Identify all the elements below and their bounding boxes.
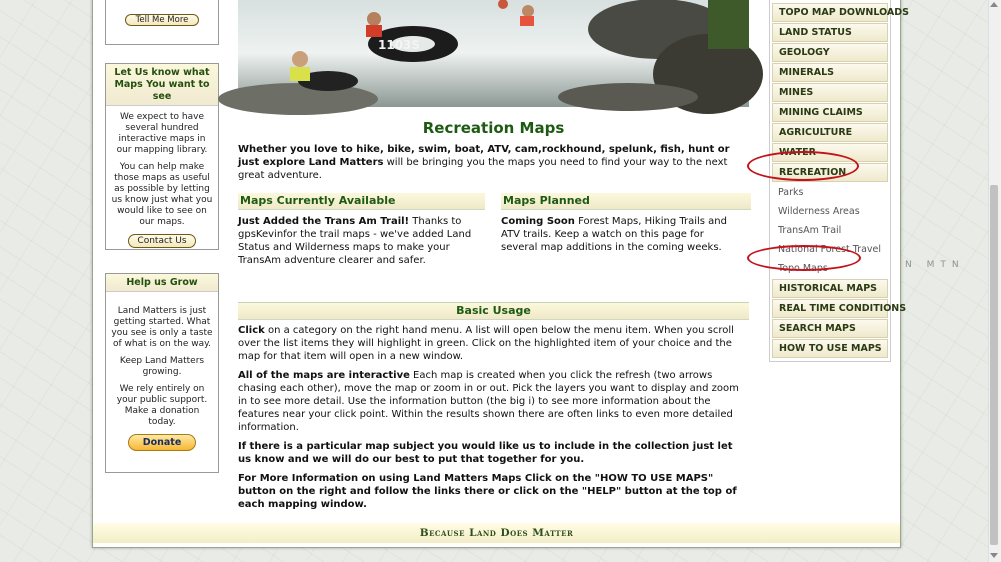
intro-paragraph (238, 143, 749, 182)
menu-item-how-to-use[interactable]: HOW TO USE MAPS (772, 339, 888, 358)
contact-us-button[interactable]: Contact Us (128, 234, 195, 248)
map-request-title: Let Us know what Maps You want to see (106, 64, 218, 106)
scroll-thumb[interactable] (990, 185, 998, 545)
usage-p1-text: on a category on the right hand menu. A list will open below the menu item. When you scroll over the list items they will highlight in green. Click on the highlighted item of your choice and the map for that item will open in a new window. (238, 325, 734, 362)
tube-text: 1103S (378, 38, 421, 52)
menu-item-mines[interactable]: MINES (772, 83, 888, 102)
maps-planned-heading: Maps Planned (501, 193, 751, 210)
help-grow-text-3: We rely entirely on your public support. Make a donation today. (116, 384, 208, 427)
help-grow-text-1: Land Matters is just getting started. What you see is only a taste of what is on the way. (111, 306, 213, 349)
menu-item-topo-downloads[interactable]: TOPO MAP DOWNLOADS (772, 3, 888, 22)
menu-item-search-maps[interactable]: SEARCH MAPS (772, 319, 888, 338)
submenu-item-national-forest[interactable]: National Forest Travel (778, 244, 882, 255)
hero-illustration (238, 0, 749, 107)
usage-p2-text: Each map is created when you click the refresh (two arrows chasing each other), move the map or zoom in or out. Pick the layers you want to display and zoom in to see more detail. Use the information button (the big i) to see more information about the features near your click point. Within the results shown there are often links to even more detailed information. (238, 370, 739, 433)
help-grow-text-2: Keep Land Matters growing. (119, 356, 205, 377)
menu-item-historical[interactable]: HISTORICAL MAPS (772, 279, 888, 298)
submenu-item-transam[interactable]: TransAm Trail (778, 225, 842, 236)
tell-me-more-box (105, 0, 219, 45)
basic-usage-section (238, 324, 749, 517)
scroll-up-icon[interactable] (990, 2, 998, 7)
intro-text: will be bringing you the maps you need to find your way to the next great adventure. (238, 157, 728, 181)
menu-item-real-time[interactable]: REAL TIME CONDITIONS (772, 299, 888, 318)
submenu-item-topo-maps[interactable]: Topo Maps (778, 263, 828, 274)
maps-planned-bold: Coming Soon (501, 216, 575, 227)
donate-button[interactable]: Donate (128, 434, 197, 451)
menu-item-minerals[interactable]: MINERALS (772, 63, 888, 82)
scroll-down-icon[interactable] (990, 553, 998, 558)
usage-paragraph-4: For More Information on using Land Matters Maps Click on the "HOW TO USE MAPS" button on the right and follow the links there or click on the "HELP" button at the top of each mapping window. (238, 473, 737, 510)
usage-paragraph-1 (238, 324, 749, 363)
page-container (92, 0, 909, 548)
maps-planned-text (501, 215, 741, 254)
maps-available-text (238, 215, 483, 267)
footer-tagline: Because Land Does Matter (93, 523, 900, 543)
menu-item-agriculture[interactable]: AGRICULTURE (772, 123, 888, 142)
category-menu (769, 0, 909, 362)
submenu-item-wilderness[interactable]: Wilderness Areas (778, 206, 860, 217)
usage-paragraph-2 (238, 369, 749, 434)
menu-item-recreation[interactable]: RECREATION (772, 163, 888, 182)
maps-available-bold: Just Added the Trans Am Trail! (238, 216, 410, 227)
maps-available-heading: Maps Currently Available (238, 193, 485, 210)
menu-item-water[interactable]: WATER (772, 143, 888, 162)
menu-item-mining-claims[interactable]: MINING CLAIMS (772, 103, 888, 122)
menu-item-land-status[interactable]: LAND STATUS (772, 23, 888, 42)
usage-p2-bold: All of the maps are interactive (238, 370, 410, 381)
menu-item-geology[interactable]: GEOLOGY (772, 43, 888, 62)
help-grow-title: Help us Grow (106, 274, 218, 292)
hero-rafting-photo (238, 0, 749, 107)
usage-paragraph-3: If there is a particular map subject you would like us to include in the collection just let us know and we will do our best to put that together for you. (238, 441, 733, 465)
map-request-text-1: We expect to have several hundred interactive maps in our mapping library. (116, 112, 208, 155)
tell-me-more-button[interactable]: Tell Me More (125, 14, 200, 26)
map-request-box (105, 63, 219, 250)
usage-p1-bold: Click (238, 325, 265, 336)
submenu-item-parks[interactable]: Parks (778, 187, 804, 198)
basic-usage-heading: Basic Usage (238, 302, 749, 320)
help-grow-box (105, 273, 219, 473)
background-map-label: N MTN (905, 260, 965, 270)
maps-available-body: Thanks to gpsKevinfor the trail maps - we've added Land Status and Wilderness maps to make your TransAm adventure clearer and safer. (238, 216, 472, 266)
intro-bold-text: Whether you love to hike, bike, swim, boat, ATV, cam,rockhound, spelunk, fish, hunt or just explore Land Matters (238, 144, 730, 168)
page-title: Recreation Maps (422, 119, 565, 137)
maps-planned-body: Forest Maps, Hiking Trails and ATV trails. Keep a watch on this page for several map additions in the coming weeks. (501, 216, 727, 253)
map-request-text-2: You can help make those maps as useful as possible by letting us know just what you would like to see on our maps. (111, 162, 213, 227)
